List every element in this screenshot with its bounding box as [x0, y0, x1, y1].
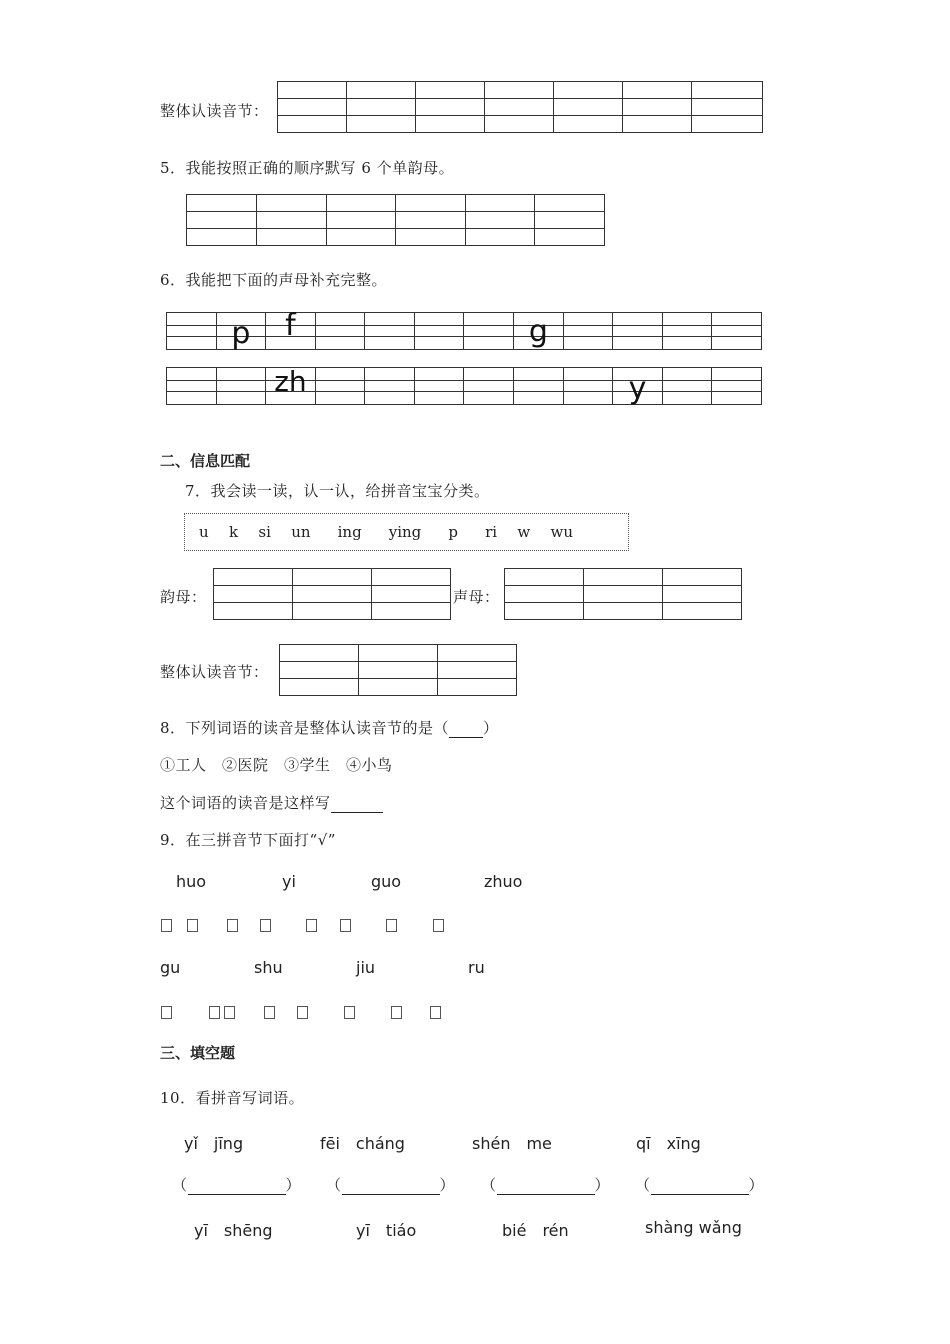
pinyin-item: si: [258, 523, 271, 541]
q9-syllable: jiu: [356, 958, 376, 977]
q8-options: ①工人 ②医院 ③学生 ④小鸟: [160, 756, 393, 774]
pinyin-item: ing: [337, 523, 362, 541]
q8-followup-text: 这个词语的读音是这样写: [160, 794, 331, 812]
initial-cell[interactable]: [217, 313, 267, 349]
zhengti-label-top: 整体认读音节：: [160, 102, 269, 120]
pinyin-item: u: [199, 523, 209, 541]
q9-syllable: ru: [468, 958, 485, 977]
q9-syllable: gu: [160, 958, 181, 977]
q10-pinyin: yī tiáo: [356, 1221, 417, 1240]
q10-answer-blank[interactable]: [342, 1176, 440, 1195]
shengmu-label: 声母：: [453, 588, 500, 606]
initial-cell[interactable]: [712, 313, 761, 349]
q9-syllable: huo: [176, 872, 207, 891]
question-6: 6．我能把下面的声母补充完整。: [160, 271, 388, 289]
pinyin-word-box: [184, 513, 629, 551]
initial-cell[interactable]: [415, 313, 465, 349]
pinyin-item: k: [228, 523, 239, 541]
q10-pinyin: bié rén: [502, 1221, 569, 1240]
question-7: 7．我会读一读，认一认，给拼音宝宝分类。: [185, 482, 490, 500]
checkbox[interactable]: [161, 919, 172, 932]
initial-cell[interactable]: [663, 368, 713, 404]
initial-cell[interactable]: [712, 368, 761, 404]
pinyin-item: un: [291, 523, 311, 541]
yunmu-label: 韵母：: [160, 588, 207, 606]
pinyin-item: wu: [550, 523, 573, 541]
q9-syllable: guo: [371, 872, 402, 891]
q10-pinyin: yī shēng: [194, 1221, 273, 1240]
q10-pinyin: fēi cháng: [320, 1134, 405, 1153]
paren: （: [635, 1176, 651, 1194]
question-9: 9．在三拼音节下面打“√”: [160, 831, 336, 849]
initial-letter: g: [528, 314, 548, 349]
checkbox[interactable]: [430, 1006, 441, 1019]
q10-pinyin: qī xīng: [636, 1134, 701, 1153]
initial-cell[interactable]: [415, 368, 465, 404]
checkbox[interactable]: [340, 919, 351, 932]
question-8-text: 8．下列词语的读音是整体认读音节的是（: [160, 719, 450, 737]
checkbox[interactable]: [344, 1006, 355, 1019]
initials-grid-row-1: [166, 308, 762, 351]
initial-cell[interactable]: [514, 313, 564, 349]
initials-grid-row-2: [166, 367, 762, 405]
q8-followup: [160, 792, 383, 813]
pinyin-item: ying: [388, 523, 422, 541]
question-8: [160, 717, 499, 738]
initial-letter: zh: [274, 365, 307, 398]
checkbox[interactable]: [260, 919, 271, 932]
q8-answer-blank[interactable]: [449, 719, 483, 738]
initial-cell[interactable]: [167, 368, 217, 404]
q10-answer-blank[interactable]: [651, 1176, 749, 1195]
checkbox[interactable]: [306, 919, 317, 932]
checkbox[interactable]: [209, 1006, 220, 1019]
pinyin-word-list: [199, 523, 573, 541]
initial-cell[interactable]: [663, 313, 713, 349]
q10-answer-blank[interactable]: [497, 1176, 595, 1195]
initial-letter: f: [285, 308, 296, 343]
q10-answer: [326, 1174, 455, 1195]
initial-cell[interactable]: [316, 313, 366, 349]
q10-answer-blank[interactable]: [188, 1176, 286, 1195]
initial-letter: p: [231, 316, 251, 351]
q9-syllable: yi: [282, 872, 296, 891]
question-10: 10．看拼音写词语。: [160, 1089, 305, 1107]
initial-cell[interactable]: [316, 368, 366, 404]
q9-syllable: shu: [254, 958, 283, 977]
q10-pinyin: yǐ jīng: [184, 1134, 244, 1153]
question-8-close: ）: [483, 719, 499, 737]
q10-pinyin: shàng wǎng: [645, 1218, 742, 1237]
zhengti-label-bottom: 整体认读音节：: [160, 663, 269, 681]
paren: ）: [594, 1176, 611, 1194]
checkbox[interactable]: [264, 1006, 275, 1019]
section-heading-2: 二、信息匹配: [160, 452, 251, 470]
paren: （: [326, 1176, 342, 1194]
initial-cell[interactable]: [266, 308, 316, 349]
checkbox[interactable]: [386, 919, 397, 932]
checkbox[interactable]: [297, 1006, 308, 1019]
q10-answer: [481, 1174, 610, 1195]
q8-pinyin-blank[interactable]: [331, 794, 383, 813]
paren: ）: [285, 1176, 302, 1194]
q9-syllable: zhuo: [484, 872, 523, 891]
initial-cell[interactable]: [167, 313, 217, 349]
initial-cell[interactable]: [365, 313, 415, 349]
initial-cell[interactable]: [564, 368, 614, 404]
shengmu-answer-grid[interactable]: [504, 568, 742, 620]
initial-cell[interactable]: [613, 313, 663, 349]
checkbox[interactable]: [161, 1006, 172, 1019]
pinyin-item: w: [517, 523, 531, 541]
paren: ）: [439, 1176, 456, 1194]
q10-answer: [172, 1174, 301, 1195]
checkbox[interactable]: [433, 919, 444, 932]
zhengti-answer-grid-top[interactable]: [277, 81, 763, 133]
initial-cell[interactable]: [464, 368, 514, 404]
pinyin-item: ri: [485, 523, 498, 541]
paren: ）: [748, 1176, 765, 1194]
initial-cell[interactable]: [613, 368, 663, 404]
q10-pinyin: shén me: [472, 1134, 552, 1153]
initial-cell[interactable]: [514, 368, 564, 404]
question-5: 5．我能按照正确的顺序默写 6 个单韵母。: [160, 159, 455, 177]
checkbox[interactable]: [187, 919, 198, 932]
checkbox[interactable]: [224, 1006, 235, 1019]
paren: （: [172, 1176, 188, 1194]
initial-cell[interactable]: [217, 368, 267, 404]
pinyin-item: p: [448, 523, 458, 541]
initial-cell[interactable]: [365, 368, 415, 404]
q5-answer-grid[interactable]: [186, 194, 605, 246]
initial-cell[interactable]: [464, 313, 514, 349]
checkbox[interactable]: [227, 919, 238, 932]
checkbox[interactable]: [391, 1006, 402, 1019]
paren: （: [481, 1176, 497, 1194]
initial-cell[interactable]: [266, 365, 316, 404]
initial-letter: y: [628, 371, 647, 406]
initial-cell[interactable]: [564, 313, 614, 349]
section-heading-3: 三、填空题: [160, 1044, 236, 1062]
zhengti-answer-grid-bottom[interactable]: [279, 644, 517, 696]
yunmu-answer-grid[interactable]: [213, 568, 451, 620]
q10-answer: [635, 1174, 764, 1195]
